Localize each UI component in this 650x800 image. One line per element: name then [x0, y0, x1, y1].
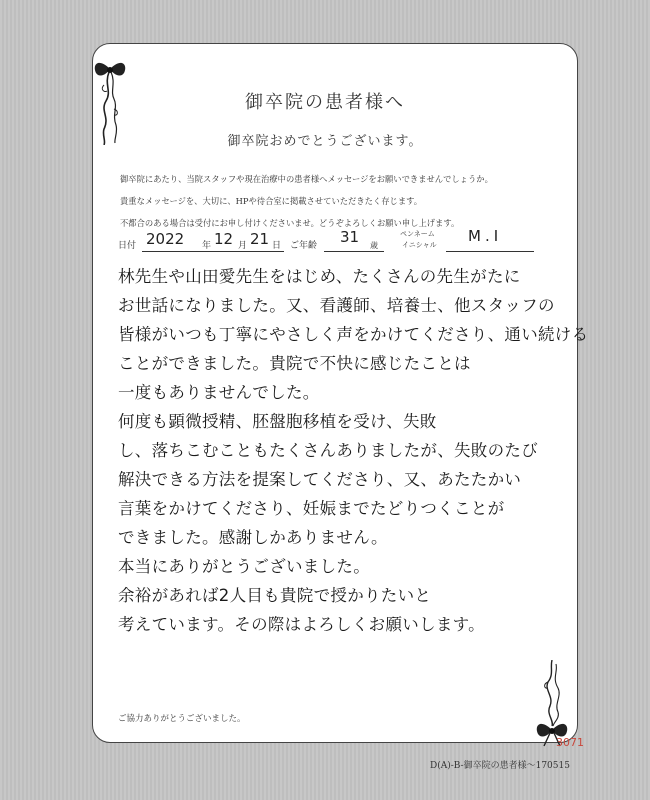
age-label: ご年齢	[290, 241, 318, 251]
message-line: 一度もありませんでした。	[118, 383, 320, 402]
intro-line: 貴重なメッセージを、大切に、HPや待合室に掲載させていただきたく存じます。	[120, 196, 423, 206]
message-line: ことができました。貴院で不快に感じたことは	[118, 354, 471, 373]
initial-label: イニシャル	[402, 241, 437, 249]
month-value: 12	[214, 230, 234, 248]
message-line: し、落ちこむこともたくさんありましたが、失敗のたび	[118, 441, 538, 460]
year-label: 年	[202, 241, 212, 251]
year-value: 2022	[146, 230, 185, 248]
document-code: D(A)-B-御卒院の患者様～170515	[430, 761, 570, 771]
penname-value: M.I	[468, 227, 503, 245]
message-line: 何度も顕微授精、胚盤胞移植を受け、失敗	[118, 412, 437, 431]
message-line: お世話になりました。又、看護師、培養士、他スタッフの	[118, 296, 555, 315]
message-line: 余裕があれば2人目も貴院で授かりたいと	[118, 586, 432, 605]
message-line: 皆様がいつも丁寧にやさしく声をかけてくださり、通い続ける	[118, 325, 589, 344]
age-unit: 歳	[370, 241, 378, 250]
form-fields	[118, 228, 538, 254]
thanks-text: ご協力ありがとうございました。	[118, 714, 246, 724]
message-line: 本当にありがとうございました。	[118, 557, 370, 576]
age-underline	[324, 250, 384, 252]
page-subtitle: 御卒院おめでとうございます。	[227, 134, 423, 149]
age-value: 31	[340, 228, 360, 246]
month-label: 月	[238, 241, 248, 251]
handwritten-message	[118, 262, 589, 639]
message-line: 解決できる方法を提案してくださり、又、あたたかい	[118, 470, 522, 489]
message-line: 考えています。その際はよろしくお願いします。	[118, 615, 485, 634]
intro-text	[120, 168, 560, 234]
penname-label: ペンネーム	[400, 230, 435, 238]
day-label: 日	[272, 241, 282, 251]
penname-underline	[446, 250, 534, 252]
reference-number: 3071	[556, 736, 584, 749]
date-label: 日付	[118, 241, 137, 251]
message-line: 言葉をかけてくださり、妊娠までたどりつくことが	[118, 499, 505, 518]
date-underline	[142, 250, 284, 252]
intro-line: 不都合のある場合は受付にお申し付けくださいませ。どうぞよろしくお願い申し上げます。	[120, 218, 460, 228]
page-title: 御卒院の患者様へ	[245, 92, 405, 113]
intro-line: 御卒院にあたり、当院スタッフや現在治療中の患者様へメッセージをお願いできませんでしょうか。	[120, 174, 493, 184]
message-line: 林先生や山田愛先生をはじめ、たくさんの先生がたに	[118, 267, 521, 286]
day-value: 21	[250, 230, 270, 248]
message-line: できました。感謝しかありません。	[118, 528, 388, 547]
